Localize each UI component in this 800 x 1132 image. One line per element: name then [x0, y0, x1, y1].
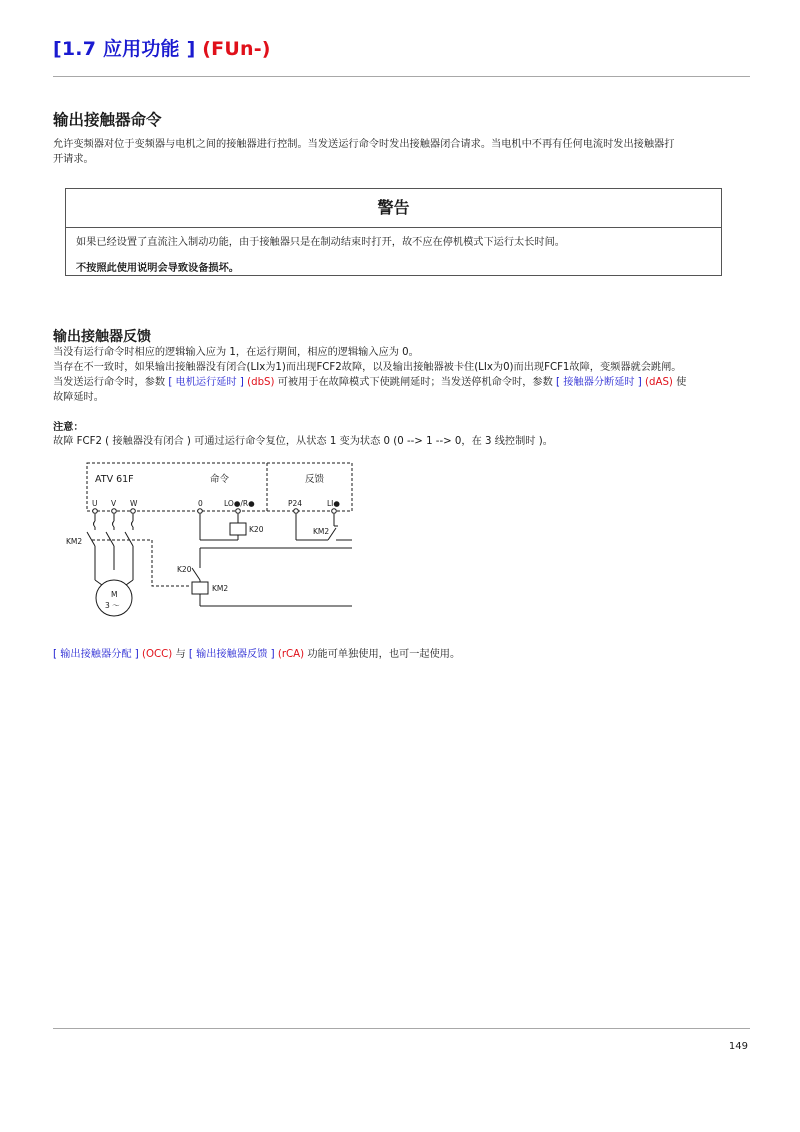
paragraph-line	[53, 375, 753, 390]
param-code-occ: (OCC)	[142, 649, 173, 660]
section-heading-contactor-feedback: 输出接触器反馈	[53, 329, 151, 345]
k20-contact	[192, 568, 200, 580]
footer-divider	[53, 1028, 750, 1029]
page-header-title	[53, 34, 271, 61]
header-divider	[53, 76, 750, 77]
text-run: 当发送运行命令时，参数	[53, 377, 166, 388]
terminal-0	[198, 509, 203, 514]
paragraph-line: 故障延时。	[53, 392, 104, 403]
terminal-w-label: W	[130, 499, 138, 508]
contactor-km2-label: KM2	[66, 537, 83, 546]
terminal-u-label: U	[92, 499, 98, 508]
text-run: 功能可单独使用，也可一起使用。	[307, 649, 461, 660]
terminal-p24-label: P24	[288, 499, 303, 508]
terminal-lo-label: LO●/R●	[224, 499, 255, 508]
param-code-rca: (rCA)	[277, 649, 305, 660]
param-link-contactor-open-delay[interactable]: [ 接触器分断延时 ]	[556, 377, 642, 388]
contactor-coil-km2	[192, 582, 208, 594]
terminal-li	[332, 509, 337, 514]
section-paragraph-contactor-command	[53, 137, 753, 167]
warning-text: 如果已经设置了直流注入制动功能，由于接触器只是在制动结束时打开，故不应在停机模式下运行太长时间。	[76, 237, 565, 248]
paragraph-line: 当存在不一致时，如果输出接触器没有闭合(LIx为1)而出现FCF2故障，以及输出接触器被卡住(LIx为0)而出现FCF1故障，变频器就会跳闸。	[53, 362, 682, 373]
coil-km2-label: KM2	[212, 584, 229, 593]
warning-consequence: 不按照此使用说明会导致设备损坏。	[76, 263, 239, 274]
drive-model-label: ATV 61F	[95, 474, 134, 485]
wiring-diagram	[60, 458, 360, 618]
paragraph-line: 当没有运行命令时相应的逻辑输入应为 1，在运行期间，相应的逻辑输入应为 0。	[53, 347, 419, 358]
motor-label: M	[111, 590, 118, 599]
section-paragraph-contactor-feedback	[53, 345, 753, 405]
km2-feedback-contact	[328, 528, 336, 540]
terminal-0-label: 0	[198, 499, 203, 508]
km2-contact-v	[106, 532, 114, 546]
relay-k20-label: K20	[249, 525, 264, 534]
section-heading-contactor-command: 输出接触器命令	[53, 111, 162, 129]
warning-title: 警告	[66, 189, 721, 228]
terminal-v	[112, 509, 117, 514]
terminal-w	[131, 509, 136, 514]
param-code-das: (dAS)	[645, 377, 673, 388]
km2-contact-u	[87, 532, 95, 546]
feedback-label: 反馈	[305, 474, 325, 485]
paragraph-line: 允许变频器对位于变频器与电机之间的接触器进行控制。当发送运行命令时发出接触器闭合请求。当电机中不再有任何电流时发出接触器打	[53, 139, 675, 150]
warning-box	[65, 188, 722, 276]
note-label: 注意：	[53, 422, 84, 433]
drive-enclosure	[87, 463, 352, 511]
param-code-dbs: (dbS)	[247, 377, 275, 388]
text-run: 与	[175, 649, 186, 660]
relay-coil-k20	[230, 523, 246, 535]
param-link-contactor-assignment[interactable]: [ 输出接触器分配 ]	[53, 649, 139, 660]
terminal-lo	[236, 509, 241, 514]
paragraph-line: 开请求。	[53, 154, 94, 165]
page-number: 149	[728, 1041, 748, 1052]
header-section-title: [1.7 应用功能 ]	[53, 38, 196, 60]
note-text: 故障 FCF2 ( 接触器没有闭合 ) 可通过运行命令复位，从状态 1 变为状态 0 (0 --> 1 --> 0，在 3 线控制时 )。	[53, 436, 553, 447]
terminal-u	[93, 509, 98, 514]
param-link-contactor-feedback[interactable]: [ 输出接触器反馈 ]	[188, 649, 275, 660]
header-section-code: (FUn-)	[202, 38, 271, 60]
usage-note-line	[53, 645, 460, 660]
feedback-km2-label: KM2	[313, 527, 330, 536]
km2-contact-w	[125, 532, 133, 546]
text-run: 可被用于在故障模式下使跳闸延时；当发送停机命令时，参数	[277, 377, 553, 388]
motor-phase-label: 3 ～	[105, 601, 120, 610]
command-label: 命令	[210, 474, 230, 485]
mechanical-link	[92, 540, 190, 586]
param-link-motor-run-delay[interactable]: [ 电机运行延时 ]	[168, 377, 244, 388]
terminal-li-label: LI●	[327, 499, 340, 508]
k20-contact-label: K20	[177, 565, 192, 574]
terminal-v-label: V	[111, 499, 117, 508]
terminal-p24	[294, 509, 299, 514]
text-run: 使	[676, 377, 687, 388]
